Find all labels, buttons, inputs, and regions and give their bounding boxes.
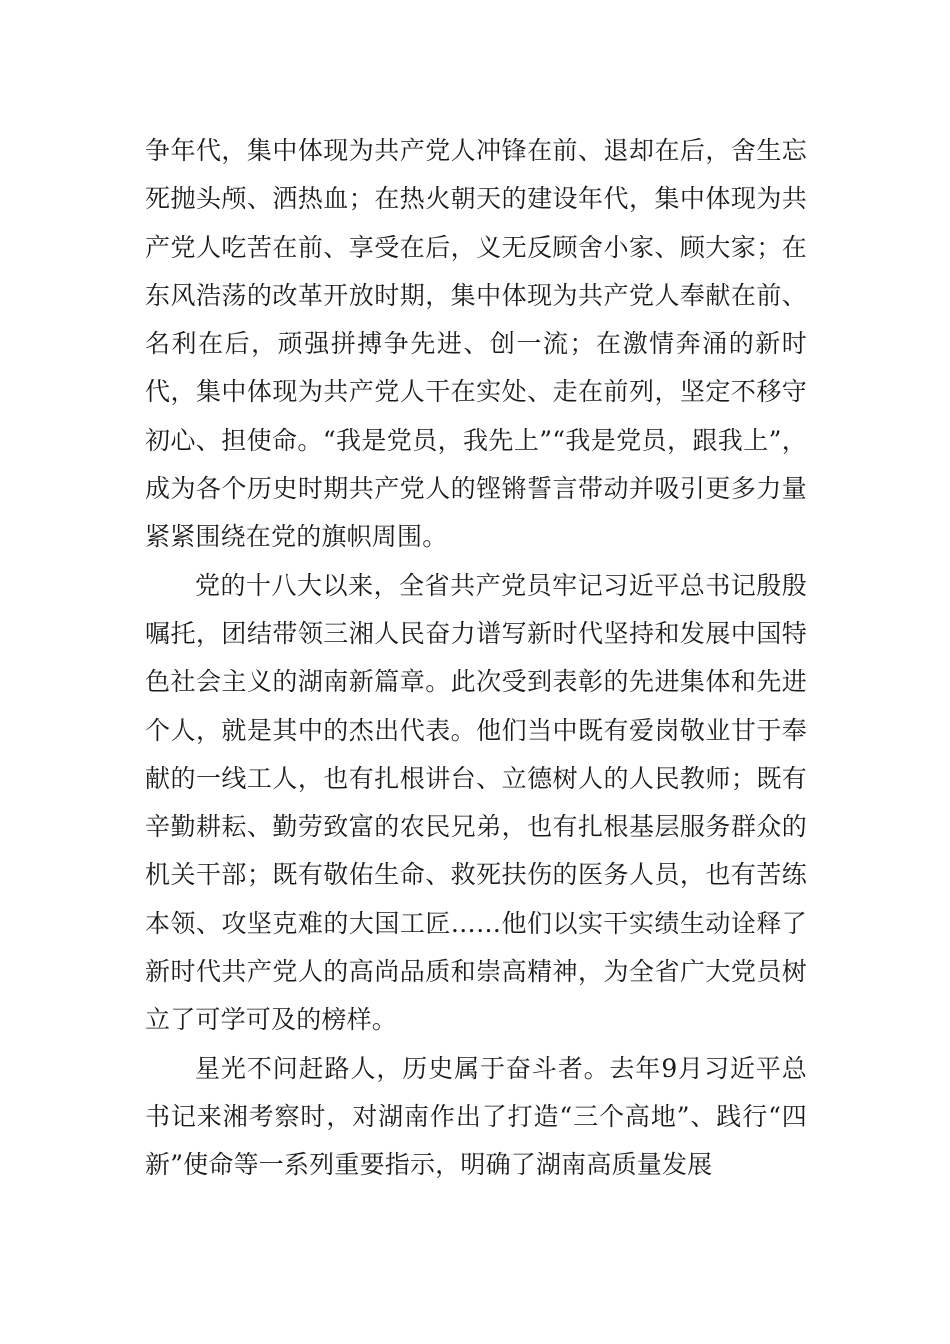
document-body (145, 127, 807, 1190)
paragraph-1: 争年代，集中体现为共产党人冲锋在前、退却在后，舍生忘死抛头颅、洒热血；在热火朝天的建设年代，集中体现为共产党人吃苦在前、享受在后，义无反顾舍小家、顾大家；在东风浩荡的改革开放时期，集中体现为共产党人奉献在前、名利在后，顽强拼搏争先进、创一流；在激情奔涌的新时代，集中体现为共产党人干在实处、走在前列，坚定不移守初心、担使命。“我是党员，我先上”“我是党员，跟我上”，成为各个历史时期共产党人的铿锵誓言带动并吸引更多力量紧紧围绕在党的旗帜周围。 (145, 136, 807, 552)
paragraph-3: 星光不问赶路人，历史属于奋斗者。去年9月习近平总书记来湘考察时，对湖南作出了打造“三个高地”、践行“四新”使命等一系列重要指示，明确了湖南高质量发展 (145, 1053, 807, 1180)
paragraph-2: 党的十八大以来，全省共产党员牢记习近平总书记殷殷嘱托，团结带领三湘人民奋力谱写新时代坚持和发展中国特色社会主义的湖南新篇章。此次受到表彰的先进集体和先进个人，就是其中的杰出代表。他们当中既有爱岗敬业甘于奉献的一线工人，也有扎根讲台、立德树人的人民教师；既有辛勤耕耘、勤劳致富的农民兄弟，也有扎根基层服务群众的机关干部；既有敬佑生命、救死扶伤的医务人员，也有苦练本领、攻坚克难的大国工匠……他们以实干实绩生动诠释了新时代共产党人的高尚品质和崇高精神，为全省广大党员树立了可学可及的榜样。 (145, 570, 807, 1035)
